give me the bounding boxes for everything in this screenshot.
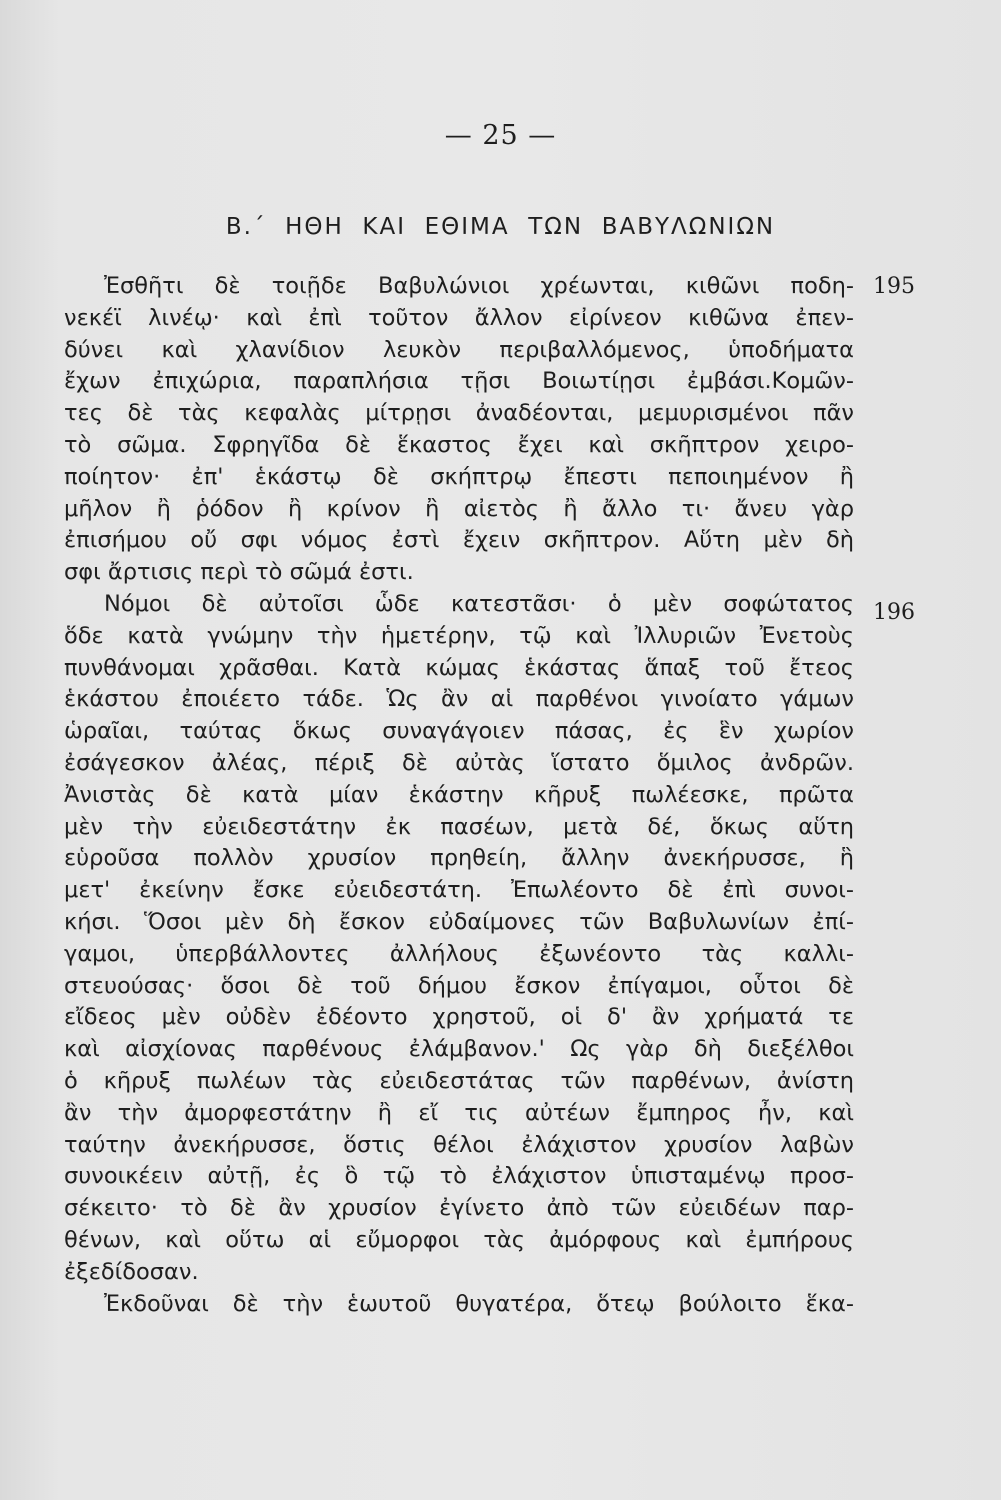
text-line: ἑκάστου ἐποιέετο τάδε. Ὡς ἂν αἱ παρθένοι γινοίατο γάμων xyxy=(64,686,854,713)
text-line: κήσι. Ὅσοι μὲν δὴ ἔσκον εὐδαίμονες τῶν Βαβυλωνίων ἐπί- xyxy=(64,908,854,935)
text-line: Νόμοι δὲ αὐτοῖσι ὧδε κατεστᾶσι· ὁ μὲν σοφώτατος xyxy=(104,590,854,617)
text-line: ποίητον· ἐπ' ἑκάστῳ δὲ σκήπτρῳ ἔπεστι πεποιημένον ἢ xyxy=(64,463,854,490)
page-number: — 25 — xyxy=(444,120,557,151)
margin-line-number: 196 xyxy=(873,600,915,625)
text-line: ταύτην ἀνεκήρυσσε, ὅστις θέλοι ἐλάχιστον χρυσίον λαβὼν xyxy=(64,1131,854,1158)
text-line: σέκειτο· τὸ δὲ ἂν χρυσίον ἐγίνετο ἀπὸ τῶν εὐειδέων παρ- xyxy=(64,1195,854,1222)
text-line: ὁ κῆρυξ πωλέων τὰς εὐειδεστάτας τῶν παρθένων, ἀνίστη xyxy=(64,1067,854,1094)
text-line: συνοικέειν αὐτῇ, ἐς ὃ τῷ τὸ ἐλάχιστον ὑπισταμένῳ προσ- xyxy=(64,1163,854,1190)
text-line: μῆλον ἢ ῥόδον ἢ κρίνον ἢ αἰετὸς ἢ ἄλλο τι· ἄνευ γὰρ xyxy=(64,495,854,522)
text-line: μετ' ἐκείνην ἔσκε εὐειδεστάτη. Ἐπωλέοντο δὲ ἐπὶ συνοι- xyxy=(64,877,854,904)
body-text xyxy=(64,271,854,1320)
text-line: πυνθάνομαι χρᾶσθαι. Κατὰ κώμας ἑκάστας ἅπαξ τοῦ ἔτεος xyxy=(64,654,854,681)
text-line: εὑροῦσα πολλὸν χρυσίον πρηθείη, ἄλλην ἀνεκήρυσσε, ἣ xyxy=(64,845,854,872)
text-line: ἐπισήμου οὔ σφι νόμος ἐστὶ ἔχειν σκῆπτρον. Αὕτη μὲν δὴ xyxy=(64,527,854,554)
text-line: στευούσας· ὅσοι δὲ τοῦ δήμου ἔσκον ἐπίγαμοι, οὗτοι δὲ xyxy=(64,972,854,999)
text-line: νεκέϊ λινέῳ· καὶ ἐπὶ τοῦτον ἄλλον εἰρίνεον κιθῶνα ἐπεν- xyxy=(64,304,854,331)
margin-line-number: 195 xyxy=(873,274,915,299)
text-line: εἴδεος μὲν οὐδὲν ἐδέοντο χρηστοῦ, οἱ δ' ἂν χρήματά τε xyxy=(64,1004,854,1031)
text-line: ἐσάγεσκον ἀλέας, πέριξ δὲ αὐτὰς ἵστατο ὅμιλος ἀνδρῶν. xyxy=(64,749,854,776)
text-line: Ἐκδοῦναι δὲ τὴν ἑωυτοῦ θυγατέρα, ὅτεῳ βούλοιτο ἕκα- xyxy=(104,1290,854,1317)
text-line: ἔχων ἐπιχώρια, παραπλήσια τῇσι Βοιωτίῃσι ἐμβάσι.Κομῶν- xyxy=(64,368,854,395)
section-heading: Β.΄ ΗΘΗ ΚΑΙ ΕΘΙΜΑ ΤΩΝ ΒΑΒΥΛΩΝΙΩΝ xyxy=(225,214,776,240)
text-line: μὲν τὴν εὐειδεστάτην ἐκ πασέων, μετὰ δέ, ὅκως αὕτη xyxy=(64,813,854,840)
text-line: ἂν τὴν ἀμορφεστάτην ἢ εἴ τις αὐτέων ἔμπηρος ἦν, καὶ xyxy=(64,1099,854,1126)
text-line: Ἀνιστὰς δὲ κατὰ μίαν ἑκάστην κῆρυξ πωλέεσκε, πρῶτα xyxy=(64,781,854,808)
text-line: τες δὲ τὰς κεφαλὰς μίτρῃσι ἀναδέονται, μεμυρισμένοι πᾶν xyxy=(64,400,854,427)
text-line: Ἐσθῆτι δὲ τοιῇδε Βαβυλώνιοι χρέωνται, κιθῶνι ποδη- xyxy=(104,273,854,299)
text-line: ὡραῖαι, ταύτας ὅκως συναγάγοιεν πάσας, ἐς ἓν χωρίον xyxy=(64,718,854,745)
text-line: τὸ σῶμα. Σφρηγῖδα δὲ ἕκαστος ἔχει καὶ σκῆπτρον χειρο- xyxy=(64,431,854,458)
text-line: δύνει καὶ χλανίδιον λευκὸν περιβαλλόμενος, ὑποδήματα xyxy=(64,336,854,363)
text-line: ἐξεδίδοσαν. xyxy=(64,1258,199,1285)
text-line: ὅδε κατὰ γνώμην τὴν ἡμετέρην, τῷ καὶ Ἰλλυριῶν Ἐνετοὺς xyxy=(64,622,854,649)
text-line: σφι ἄρτισις περὶ τὸ σῶμά ἐστι. xyxy=(64,559,414,586)
text-line: γαμοι, ὑπερβάλλοντες ἀλλήλους ἐξωνέοντο τὰς καλλι- xyxy=(64,940,854,967)
text-line: θένων, καὶ οὕτω αἱ εὔμορφοι τὰς ἀμόρφους καὶ ἐμπήρους xyxy=(64,1226,854,1253)
text-line: καὶ αἰσχίονας παρθένους ἐλάμβανον.' Ως γὰρ δὴ διεξέλθοι xyxy=(64,1036,854,1063)
